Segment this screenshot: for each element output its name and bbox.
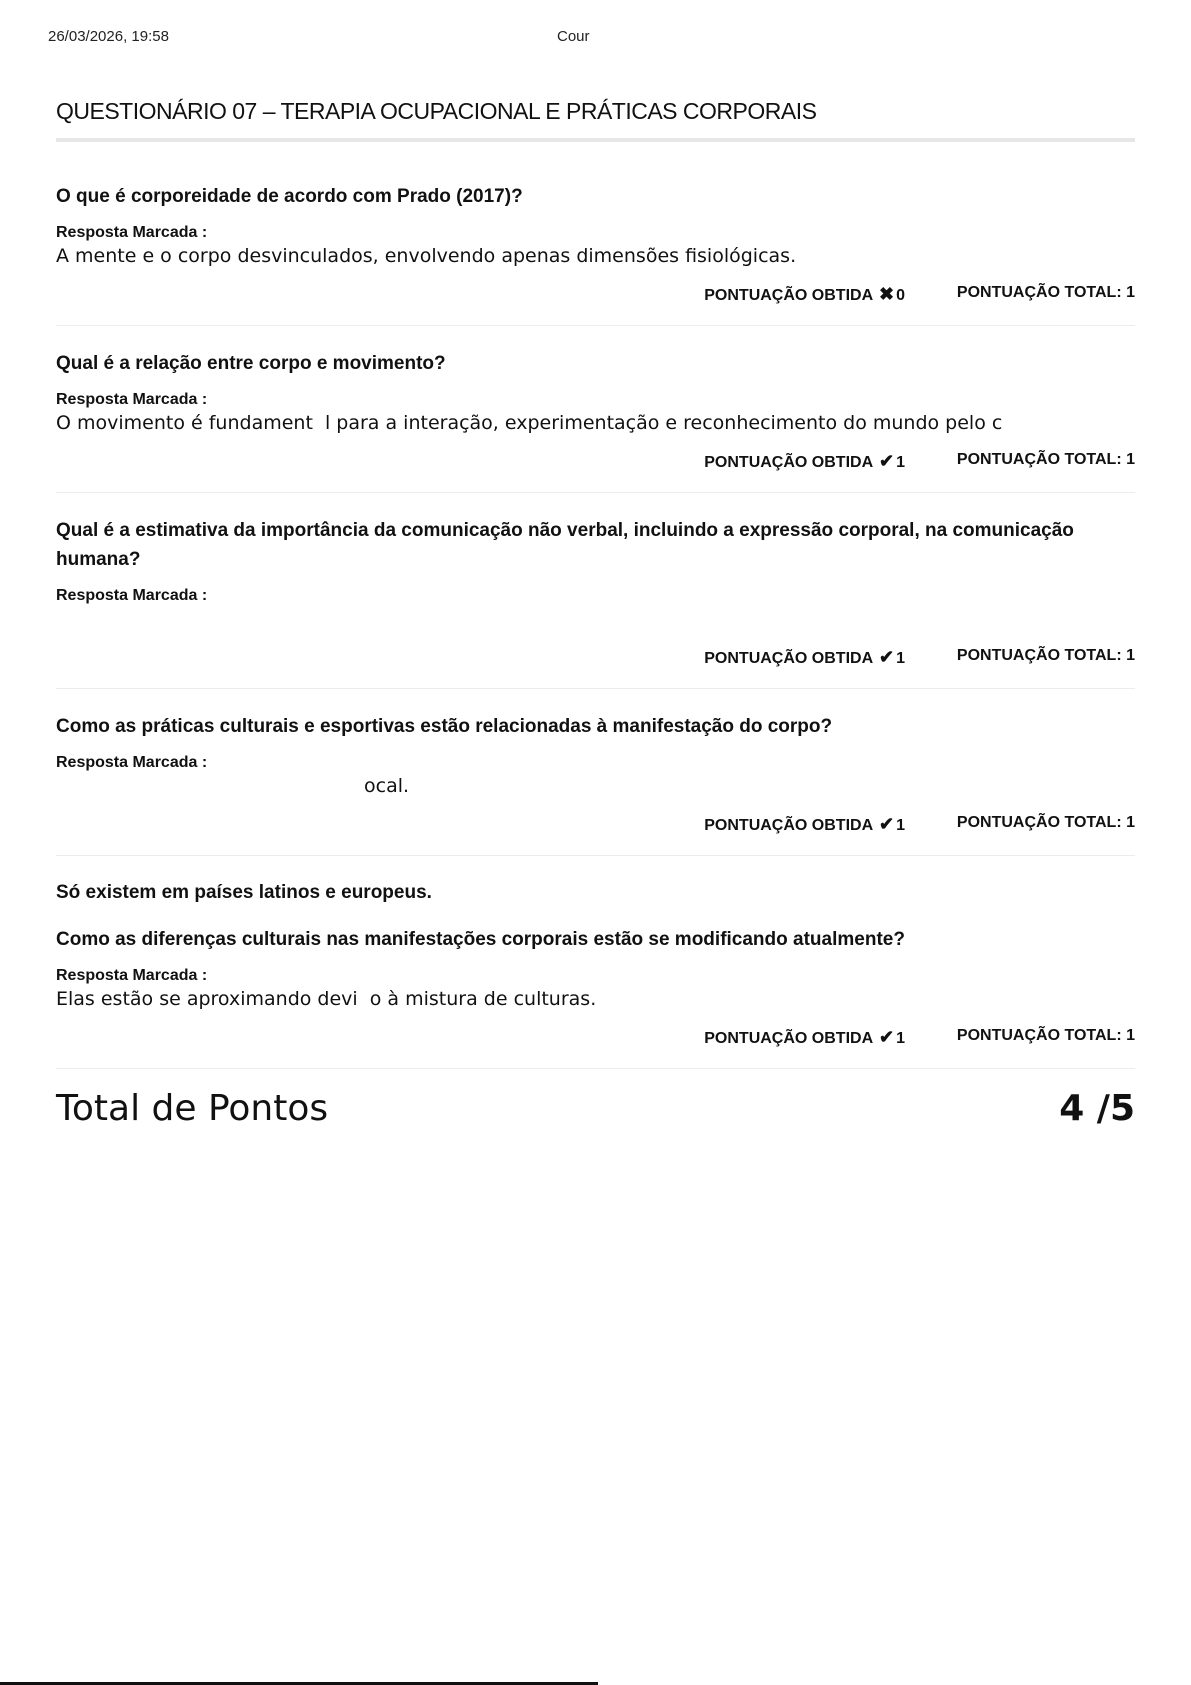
score-total: PONTUAÇÃO TOTAL: 1 [956, 451, 1135, 468]
question-item [56, 182, 1135, 326]
question-text: O que é corporeidade de acordo com Prado (2017)? [56, 186, 523, 207]
score-value: 1 [896, 454, 905, 471]
print-page-title: Cour [557, 28, 590, 45]
check-icon: ✔ [879, 451, 895, 471]
score-obtained [704, 1027, 905, 1048]
answer-label: Resposta Marcada : [56, 391, 208, 408]
question-prefix-text: Só existem em países latinos e europeus. [56, 882, 432, 903]
score-value: 0 [896, 287, 905, 304]
question-item [56, 349, 1135, 493]
total-row [56, 1088, 1135, 1138]
quiz-results [56, 98, 1135, 1138]
score-row [56, 647, 1135, 669]
score-row [56, 1027, 1135, 1049]
score-obtained-label: PONTUAÇÃO OBTIDA [704, 650, 873, 667]
score-row [56, 451, 1135, 473]
score-obtained-label: PONTUAÇÃO OBTIDA [704, 287, 873, 304]
score-value: 1 [896, 650, 905, 667]
question-item [56, 516, 1135, 689]
score-total: PONTUAÇÃO TOTAL: 1 [956, 814, 1135, 831]
score-total: PONTUAÇÃO TOTAL: 1 [956, 647, 1135, 664]
score-value: 1 [896, 817, 905, 834]
page-title: QUESTIONÁRIO 07 – TERAPIA OCUPACIONAL E PRÁTICAS CORPORAIS [56, 98, 1135, 142]
question-item [56, 879, 1135, 1069]
answer-label: Resposta Marcada : [56, 967, 208, 984]
score-obtained-label: PONTUAÇÃO OBTIDA [704, 1030, 873, 1047]
cross-icon: ✖ [879, 284, 895, 304]
score-obtained [704, 647, 905, 668]
check-icon: ✔ [879, 1027, 895, 1047]
score-total: PONTUAÇÃO TOTAL: 1 [956, 1027, 1135, 1044]
score-obtained-label: PONTUAÇÃO OBTIDA [704, 817, 873, 834]
question-item [56, 712, 1135, 856]
answer-text: O movimento é fundament l para a interação, experimentação e reconhecimento do mundo pelo c [56, 412, 1003, 434]
question-text: Qual é a estimativa da importância da comunicação não verbal, incluindo a expressão corporal, na comunicação humana? [56, 520, 1074, 570]
answer-text: Elas estão se aproximando devi o à mistura de culturas. [56, 988, 597, 1010]
check-icon: ✔ [879, 814, 895, 834]
total-value: 4 /5 [1059, 1088, 1135, 1129]
print-date: 26/03/2026, 19:58 [48, 28, 169, 45]
total-label: Total de Pontos [56, 1088, 329, 1129]
print-header [48, 28, 1143, 48]
answer-text [56, 606, 1135, 633]
question-text: Qual é a relação entre corpo e movimento? [56, 353, 446, 374]
score-value: 1 [896, 1030, 905, 1047]
question-text: Como as práticas culturais e esportivas estão relacionadas à manifestação do corpo? [56, 716, 833, 737]
score-obtained [704, 451, 905, 472]
score-obtained [704, 284, 905, 305]
score-total: PONTUAÇÃO TOTAL: 1 [956, 284, 1135, 301]
question-text: Como as diferenças culturais nas manifestações corporais estão se modificando atualmente? [56, 929, 905, 950]
check-icon: ✔ [879, 647, 895, 667]
answer-label: Resposta Marcada : [56, 224, 208, 241]
score-obtained [704, 814, 905, 835]
answer-text: A mente e o corpo desvinculados, envolvendo apenas dimensões fisiológicas. [56, 245, 797, 267]
question-list [56, 182, 1135, 1069]
answer-text: ocal. [56, 775, 410, 797]
answer-label: Resposta Marcada : [56, 587, 208, 604]
score-row [56, 284, 1135, 306]
score-row [56, 814, 1135, 836]
score-obtained-label: PONTUAÇÃO OBTIDA [704, 454, 873, 471]
answer-label: Resposta Marcada : [56, 754, 208, 771]
